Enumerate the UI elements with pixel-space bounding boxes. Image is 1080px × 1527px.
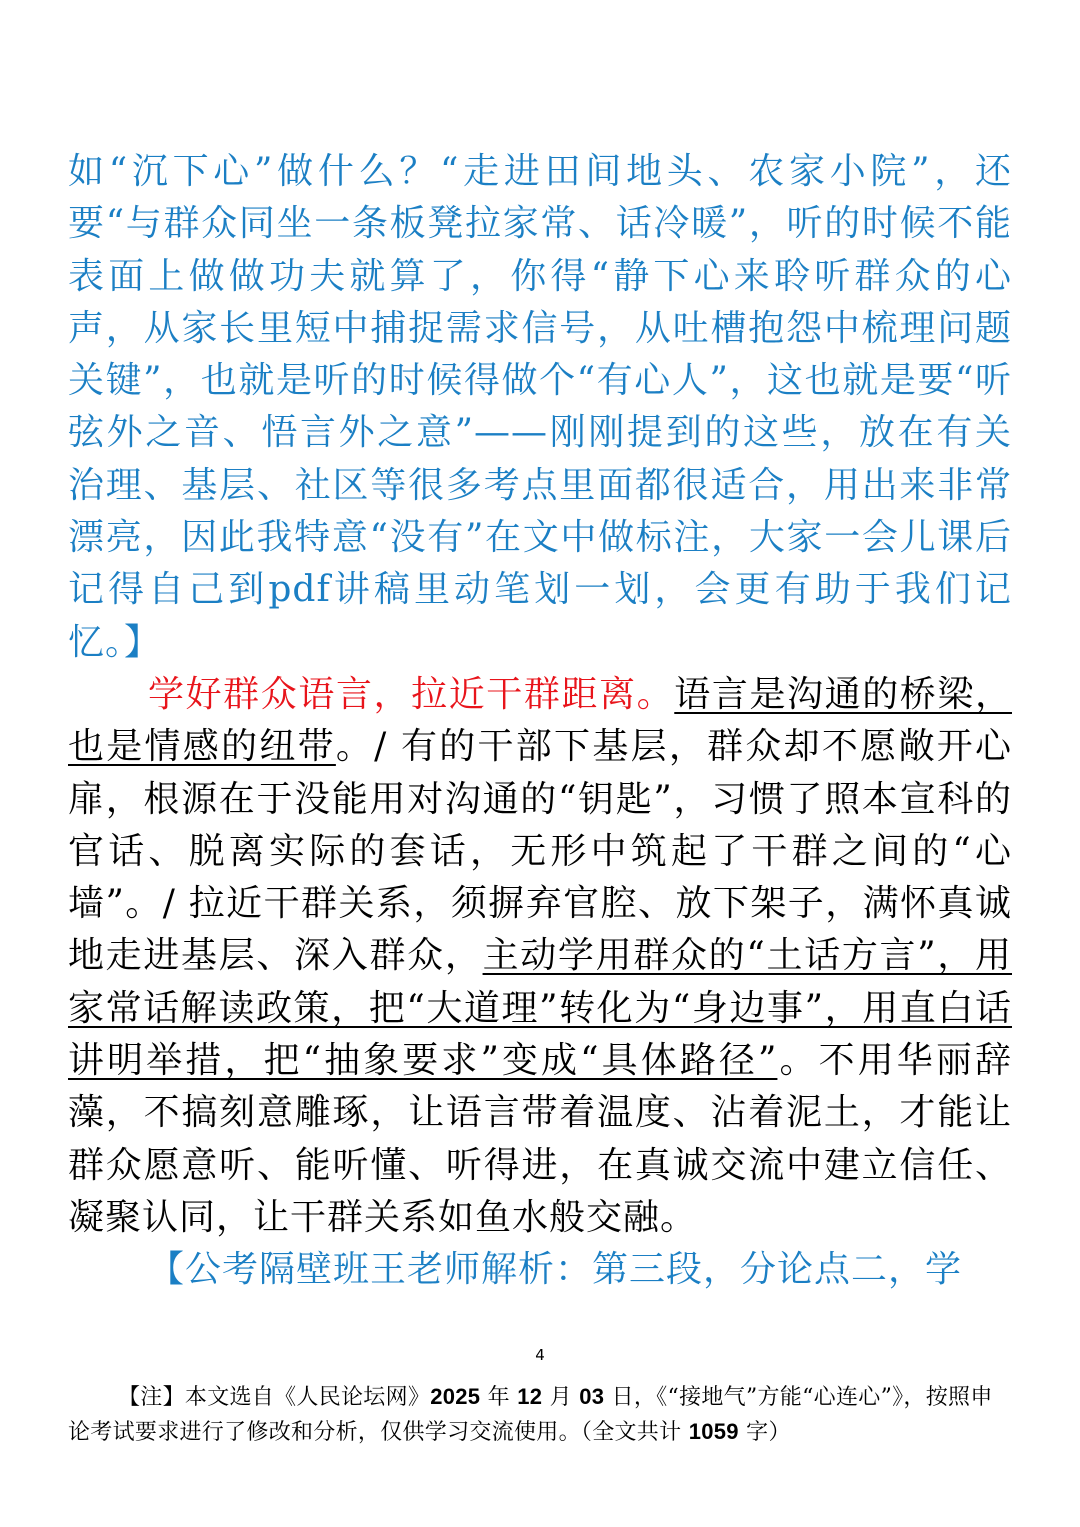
page-number: 4 <box>535 1346 545 1364</box>
footnote-month: 12 <box>517 1384 543 1409</box>
footnote-day: 03 <box>579 1384 605 1409</box>
paragraph-subpoint-two <box>68 669 1012 1244</box>
footnote-prefix: 【注】本文选自《人民论坛网》 <box>118 1385 431 1410</box>
commentary-start-text: 【公考隔壁班王老师解析：第三段，分论点二，学 <box>148 1249 963 1291</box>
footnote-year-unit: 年 <box>487 1385 510 1410</box>
footnote-after-date: 日，《“接地气”方能“心连心”》，按照申论考试要求进行了修改和分析，仅供学习交流使用。（全文共计 <box>68 1385 993 1445</box>
underlined-phrase-2: 主动学用群众的“土话方言”，用家常话解读政策，把“大道理”转化为“身边事”，用直白话讲明举措，把“抽象要求”变成“具体路径” <box>68 935 1012 1082</box>
footnote <box>68 1380 1012 1450</box>
article-body <box>68 146 1012 1297</box>
subpoint-heading: 学好群众语言，拉近干群距离。 <box>148 673 675 715</box>
paragraph-text-2: 。不用华丽辞藻，不搞刻意雕琢，让语言带着温度、沾着泥土，才能让群众愿意听、能听懂、听得进，在真诚交流中建立信任、凝聚认同，让干群关系如鱼水般交融。 <box>68 1040 1012 1238</box>
footnote-word-count: 1059 <box>688 1419 739 1444</box>
commentary-start <box>68 1244 1012 1296</box>
commentary-continuation-text: 如“沉下心”做什么？“走进田间地头、农家小院”，还要“与群众同坐一条板凳拉家常、话冷暖”，听的时候不能表面上做做功夫就算了，你得“静下心来聆听群众的心声，从家长里短中捕捉需求信号，从吐槽抱怨中梳理问题关键”，也就是听的时候得做个“有心人”，这也就是要“听弦外之音、悟言外之意”——刚刚提到的这些，放在有关治理、基层、社区等很多考点里面都很适合，用出来非常漂亮，因此我特意“没有”在文中做标注，大家一会儿课后记得自己到pdf讲稿里动笔划一划，会更有助于我们记忆。】 <box>68 151 1012 663</box>
underlined-phrase-1: 语言是沟通的桥梁，也是情感的纽带 <box>68 673 1012 768</box>
commentary-continuation <box>68 146 1012 669</box>
footnote-year: 2025 <box>430 1384 481 1409</box>
footnote-suffix: 字） <box>746 1420 791 1445</box>
paragraph-text-1: 。/ 有的干部下基层，群众却不愿敞开心扉，根源在于没能用对沟通的“钥匙”，习惯了照本宣科的官话、脱离实际的套话，无形中筑起了干群之间的“心墙”。/ 拉近干群关系，须摒弃官腔、放下架子，满怀真诚地走进基层、深入群众， <box>68 726 1012 977</box>
footnote-month-unit: 月 <box>549 1385 572 1410</box>
